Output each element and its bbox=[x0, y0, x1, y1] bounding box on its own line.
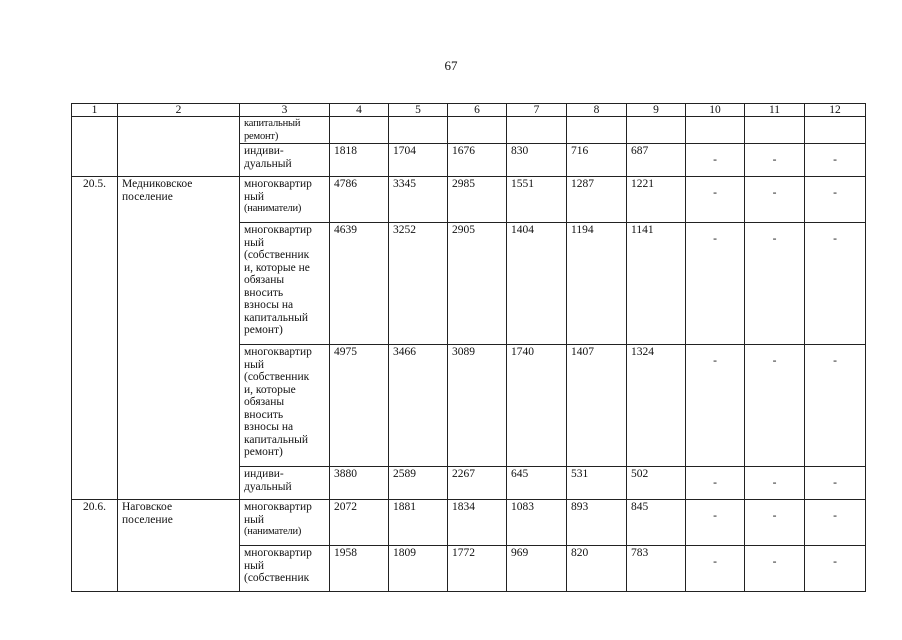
housing-type-line: ремонт) bbox=[244, 324, 283, 336]
column-header-11: 11 bbox=[745, 104, 805, 117]
value-cell-col-6 bbox=[448, 117, 507, 144]
settlement-name-line: поселение bbox=[122, 513, 173, 526]
housing-type bbox=[240, 500, 330, 546]
row-number: 20.6. bbox=[72, 500, 118, 592]
dash-cell-col-11: - bbox=[745, 467, 805, 500]
dash-cell-col-10: - bbox=[686, 500, 745, 546]
dash-cell-col-10: - bbox=[686, 546, 745, 592]
column-header-row bbox=[72, 104, 866, 117]
value-cell-col-6: 2267 bbox=[448, 467, 507, 500]
value-cell-col-5: 3252 bbox=[389, 223, 448, 345]
housing-type-line: вносить bbox=[244, 408, 284, 421]
dash-cell-col-10: - bbox=[686, 467, 745, 500]
value-cell-col-7: 969 bbox=[507, 546, 567, 592]
value-cell-col-5: 1809 bbox=[389, 546, 448, 592]
housing-type-line: ный bbox=[244, 559, 265, 572]
value-cell-col-6: 2985 bbox=[448, 177, 507, 223]
value-cell-col-5: 2589 bbox=[389, 467, 448, 500]
value-cell-col-7: 1083 bbox=[507, 500, 567, 546]
value-cell-col-6: 1834 bbox=[448, 500, 507, 546]
settlement-name bbox=[118, 177, 240, 500]
housing-type bbox=[240, 223, 330, 345]
housing-type-line: взносы на bbox=[244, 421, 294, 433]
dash-cell-col-11: - bbox=[745, 144, 805, 177]
settlement-name bbox=[118, 500, 240, 592]
value-cell-col-9: 1221 bbox=[627, 177, 686, 223]
value-cell-col-4: 3880 bbox=[330, 467, 389, 500]
housing-type bbox=[240, 467, 330, 500]
settlement-name-line: Медниковское bbox=[122, 178, 193, 190]
housing-type-line: (собственник bbox=[244, 249, 310, 261]
settlement-name bbox=[118, 117, 240, 177]
housing-type-line: обязаны bbox=[244, 396, 285, 408]
dash-cell-col-12 bbox=[805, 117, 866, 144]
row-number bbox=[72, 117, 118, 177]
dash-cell-col-11: - bbox=[745, 177, 805, 223]
value-cell-col-8: 531 bbox=[567, 467, 627, 500]
value-cell-col-9 bbox=[627, 117, 686, 144]
column-header-5: 5 bbox=[389, 104, 448, 117]
dash-cell-col-10: - bbox=[686, 177, 745, 223]
value-cell-col-7: 830 bbox=[507, 144, 567, 177]
value-cell-col-9: 1324 bbox=[627, 345, 686, 467]
value-cell-col-4: 4975 bbox=[330, 345, 389, 467]
settlement-name-line: Наговское bbox=[122, 501, 173, 513]
value-cell-col-7: 645 bbox=[507, 467, 567, 500]
housing-type-line: (наниматели) bbox=[244, 526, 302, 537]
column-header-8: 8 bbox=[567, 104, 627, 117]
value-cell-col-9: 687 bbox=[627, 144, 686, 177]
value-cell-col-4: 4786 bbox=[330, 177, 389, 223]
dash-cell-col-11: - bbox=[745, 345, 805, 467]
housing-type-line: ный bbox=[244, 190, 265, 203]
housing-type-line: (собственник bbox=[244, 371, 310, 383]
value-cell-col-5: 3345 bbox=[389, 177, 448, 223]
housing-type-line: дуальный bbox=[244, 480, 292, 493]
dash-cell-col-10: - bbox=[686, 144, 745, 177]
housing-type-line: капитальный bbox=[244, 118, 301, 129]
value-cell-col-7: 1740 bbox=[507, 345, 567, 467]
value-cell-col-5: 1881 bbox=[389, 500, 448, 546]
column-header-9: 9 bbox=[627, 104, 686, 117]
housing-type bbox=[240, 177, 330, 223]
value-cell-col-7: 1551 bbox=[507, 177, 567, 223]
housing-type-line: многоквартир bbox=[244, 224, 312, 236]
value-cell-col-8: 1287 bbox=[567, 177, 627, 223]
value-cell-col-9: 502 bbox=[627, 467, 686, 500]
column-header-12: 12 bbox=[805, 104, 866, 117]
dash-cell-col-10: - bbox=[686, 345, 745, 467]
page-number: 67 bbox=[444, 58, 458, 73]
housing-type-line: индиви- bbox=[244, 145, 284, 157]
column-header-6: 6 bbox=[448, 104, 507, 117]
housing-type-line: ный bbox=[244, 358, 265, 371]
column-header-4: 4 bbox=[330, 104, 389, 117]
tariff-table bbox=[71, 103, 866, 592]
housing-type-line: и, которые не bbox=[244, 261, 310, 274]
dash-cell-col-10 bbox=[686, 117, 745, 144]
value-cell-col-4: 4639 bbox=[330, 223, 389, 345]
housing-type-line: и, которые bbox=[244, 383, 296, 396]
dash-cell-col-12: - bbox=[805, 223, 866, 345]
dash-cell-col-11 bbox=[745, 117, 805, 144]
housing-type-line: капитальный bbox=[244, 311, 309, 324]
value-cell-col-5: 3466 bbox=[389, 345, 448, 467]
table-row bbox=[72, 500, 866, 546]
value-cell-col-8: 820 bbox=[567, 546, 627, 592]
housing-type-line: вносить bbox=[244, 286, 284, 299]
housing-type-line: дуальный bbox=[244, 157, 292, 170]
housing-type-line: ный bbox=[244, 513, 265, 526]
value-cell-col-6: 1676 bbox=[448, 144, 507, 177]
value-cell-col-8: 1407 bbox=[567, 345, 627, 467]
value-cell-col-8: 893 bbox=[567, 500, 627, 546]
housing-type-line: (наниматели) bbox=[244, 203, 302, 214]
value-cell-col-5: 1704 bbox=[389, 144, 448, 177]
housing-type-line: ный bbox=[244, 236, 265, 249]
value-cell-col-4: 2072 bbox=[330, 500, 389, 546]
housing-type bbox=[240, 117, 330, 144]
value-cell-col-6: 2905 bbox=[448, 223, 507, 345]
dash-cell-col-12: - bbox=[805, 177, 866, 223]
column-header-1: 1 bbox=[72, 104, 118, 117]
settlement-name-line: поселение bbox=[122, 190, 173, 203]
dash-cell-col-11: - bbox=[745, 500, 805, 546]
value-cell-col-7 bbox=[507, 117, 567, 144]
housing-type-line: многоквартир bbox=[244, 178, 312, 190]
housing-type-line: обязаны bbox=[244, 274, 285, 286]
dash-cell-col-10: - bbox=[686, 223, 745, 345]
dash-cell-col-12: - bbox=[805, 144, 866, 177]
table-row bbox=[72, 177, 866, 223]
column-header-3: 3 bbox=[240, 104, 330, 117]
column-header-7: 7 bbox=[507, 104, 567, 117]
value-cell-col-7: 1404 bbox=[507, 223, 567, 345]
value-cell-col-9: 1141 bbox=[627, 223, 686, 345]
dash-cell-col-12: - bbox=[805, 345, 866, 467]
housing-type-line: (собственник bbox=[244, 572, 310, 584]
table-row bbox=[72, 117, 866, 144]
housing-type-line: индиви- bbox=[244, 468, 284, 480]
value-cell-col-9: 845 bbox=[627, 500, 686, 546]
dash-cell-col-12: - bbox=[805, 546, 866, 592]
housing-type-line: многоквартир bbox=[244, 547, 312, 559]
column-header-10: 10 bbox=[686, 104, 745, 117]
dash-cell-col-11: - bbox=[745, 546, 805, 592]
dash-cell-col-12: - bbox=[805, 467, 866, 500]
value-cell-col-4: 1958 bbox=[330, 546, 389, 592]
dash-cell-col-12: - bbox=[805, 500, 866, 546]
value-cell-col-8 bbox=[567, 117, 627, 144]
housing-type bbox=[240, 546, 330, 592]
column-header-2: 2 bbox=[118, 104, 240, 117]
value-cell-col-8: 1194 bbox=[567, 223, 627, 345]
value-cell-col-4: 1818 bbox=[330, 144, 389, 177]
value-cell-col-5 bbox=[389, 117, 448, 144]
table-body bbox=[72, 117, 866, 592]
value-cell-col-8: 716 bbox=[567, 144, 627, 177]
housing-type bbox=[240, 345, 330, 467]
housing-type-line: капитальный bbox=[244, 433, 309, 446]
value-cell-col-6: 3089 bbox=[448, 345, 507, 467]
housing-type-line: взносы на bbox=[244, 299, 294, 311]
housing-type-line: ремонт) bbox=[244, 130, 279, 142]
value-cell-col-9: 783 bbox=[627, 546, 686, 592]
housing-type-line: ремонт) bbox=[244, 446, 283, 458]
row-number: 20.5. bbox=[72, 177, 118, 500]
value-cell-col-4 bbox=[330, 117, 389, 144]
housing-type bbox=[240, 144, 330, 177]
value-cell-col-6: 1772 bbox=[448, 546, 507, 592]
dash-cell-col-11: - bbox=[745, 223, 805, 345]
housing-type-line: многоквартир bbox=[244, 501, 312, 513]
housing-type-line: многоквартир bbox=[244, 346, 312, 358]
